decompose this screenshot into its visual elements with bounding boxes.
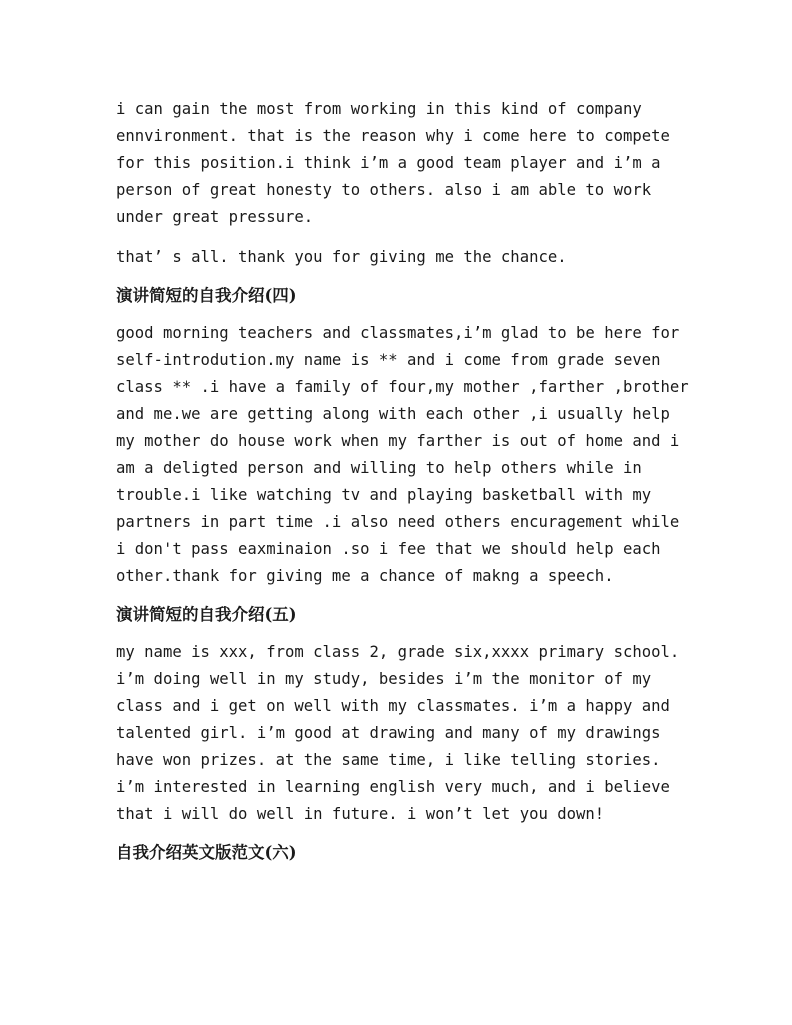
heading-section-five: 演讲简短的自我介绍(五) [116,605,297,624]
spacer [116,271,696,282]
spacer [116,828,696,839]
spacer [116,590,696,601]
document-page [116,96,696,866]
spacer [116,628,696,639]
paragraph-good-morning: good morning teachers and classmates,i’m glad to be here for self-introdution.my name is ** and i come from grade seven class ** .i have a family of four,my mother ,farther ,brother and me.we are getting along with each other ,i usually help my mother do house work when my farther is out of home and i am a deligted person and willing to help others while in trouble.i like watching tv and playing basketball with my partners in part time .i also need others encuragement while i don't pass eaxminaion .so i fee that we should help each other.thank for giving me a chance of makng a speech. [116,324,689,585]
paragraph-company-environment: i can gain the most from working in this kind of company ennvironment. that is the reason why i come here to compete for this position.i think i’m a good team player and i’m a person of great honesty to others. also i am able to work under great pressure. [116,100,670,226]
spacer [116,231,696,244]
heading-section-four: 演讲简短的自我介绍(四) [116,286,297,305]
heading-section-six: 自我介绍英文版范文(六) [116,843,297,862]
paragraph-thank-you: that’ s all. thank you for giving me the chance. [116,248,567,266]
spacer [116,309,696,320]
paragraph-my-name-is: my name is xxx, from class 2, grade six,xxxx primary school. i’m doing well in my study, besides i’m the monitor of my class and i get on well with my classmates. i’m a happy and talented girl. i’m good at drawing and many of my drawings have won prizes. at the same time, i like telling stories. i’m interested in learning english very much, and i believe that i will do well in future. i won’t let you down! [116,643,680,823]
